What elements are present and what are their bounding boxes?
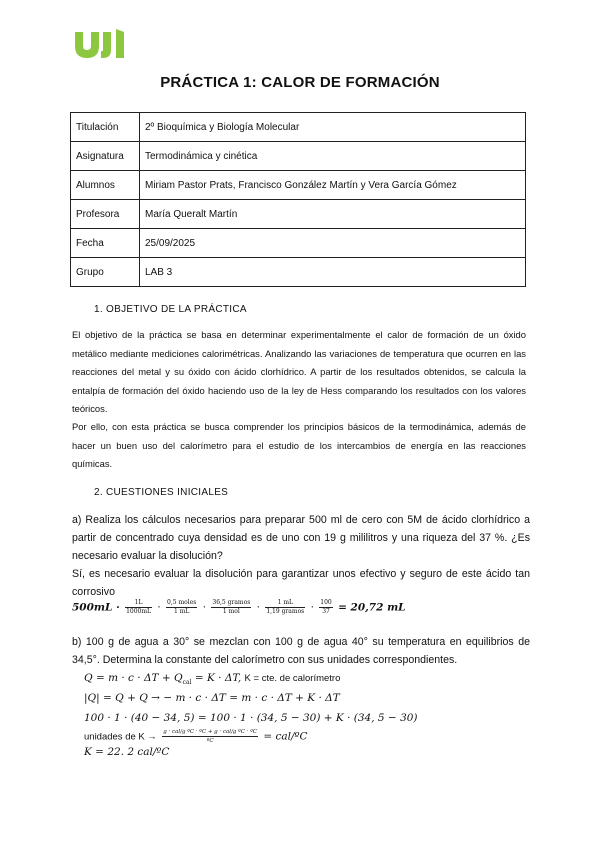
table-value: 2º Bioquímica y Biología Molecular: [140, 113, 526, 142]
table-value: Termodinámica y cinética: [140, 142, 526, 171]
table-key: Alumnos: [71, 171, 140, 200]
table-key: Profesora: [71, 200, 140, 229]
table-row: [71, 200, 526, 229]
table-row: [71, 142, 526, 171]
page-title: PRÁCTICA 1: CALOR DE FORMACIÓN: [160, 74, 440, 91]
fraction: $\frac{\text{g · cal/g ºC · ºC + g · cal/g ºC · ºC}}{\text{ºC}}$: [163, 729, 258, 744]
calc-start: 500mL ·: [72, 601, 120, 614]
table-key: Fecha: [71, 229, 140, 258]
calc-a: 500mL · $\frac{1L}{1000mL}$ · $\frac{\text{0,5 moles}}{1 mL}$ · $\frac{\text{36,5 gramos}}{\text{1 mol}}$ · $\frac{1 mL}{\text{1,19 gramos}}$ · $\frac{100}{37}$ = 20,72 mL: [72, 599, 406, 615]
table-row: [71, 113, 526, 142]
table-row: [71, 171, 526, 200]
equation-line-4: unidades de K → $\frac{\text{g · cal/g ºC · ºC + g · cal/g ºC · ºC}}{\text{ºC}}$ = cal/ºC: [84, 729, 308, 744]
question-a: a) Realiza los cálculos necesarios para preparar 500 ml de cero con 5M de ácido clorhídrico a partir de concentrado cuya densidad es de uno con 19 g mililitros y una riqueza del 37 %. ¿Es necesario evaluar la disolución?: [72, 514, 530, 562]
table-value: 25/09/2025: [140, 229, 526, 258]
fraction: $\frac{\text{0,5 moles}}{1 mL}$: [167, 599, 197, 615]
fraction: $\frac{100}{37}$: [320, 599, 332, 615]
table-row: [71, 229, 526, 258]
calc-result: = 20,72 mL: [338, 601, 406, 614]
equation-line-5: K = 22. 2 cal/ºC: [84, 746, 170, 758]
equation-line-3: 100 · 1 · (40 − 34, 5) = 100 · 1 · (34, 5 − 30) + K · (34, 5 − 30): [84, 712, 418, 724]
question-b: b) 100 g de agua a 30° se mezclan con 100 g de agua 40° su temperatura en equilibrios de 34,5°. Determina la constante del calorímetro con sus unidades correspondientes.: [72, 636, 530, 666]
table-value: LAB 3: [140, 258, 526, 287]
table-row: [71, 258, 526, 287]
section-heading-objetivo: 1. OBJETIVO DE LA PRÁCTICA: [94, 304, 247, 315]
table-key: Grupo: [71, 258, 140, 287]
equation-line-2: |Q| = Q + Q → − m · c · ΔT = m · c · ΔT + K · ΔT: [84, 692, 340, 704]
info-table: [70, 112, 526, 287]
answer-a: Sí, es necesario evaluar la disolución para garantizar unos efectivo y seguro de este ácido tan corrosivo: [72, 568, 530, 598]
uji-logo: [74, 28, 132, 60]
section-heading-cuestiones: 2. CUESTIONES INICIALES: [94, 487, 229, 498]
paragraph-por-ello: Por ello, con esta práctica se busca comprender los principios básicos de la termodinámica, además de hacer un buen uso del calorímetro para el estudio de los intercambios de energía en las reacciones químicas.: [72, 421, 526, 470]
paragraph-objetivo: El objetivo de la práctica se basa en determinar experimentalmente el calor de formación de un óxido metálico mediante mediciones calorimétricas. Analizando las variaciones de temperatura que ocurren en las reacciones del metal y su óxido con ácido clorhídrico. A partir de los resultados obtenidos, se calcula la entalpía de formación del óxido haciendo uso de la ley de Hess comparando los resultados con los valores teóricos.: [72, 329, 526, 415]
table-key: Asignatura: [71, 142, 140, 171]
fraction: $\frac{\text{36,5 gramos}}{\text{1 mol}}$: [212, 599, 251, 615]
equation-line-1: $Q = m \cdot c \cdot \Delta T + Q_{cal} = K \cdot \Delta T$, K = cte. de calorímetro: [84, 672, 341, 687]
table-key: Titulación: [71, 113, 140, 142]
fraction: $\frac{1L}{1000mL}$: [126, 599, 152, 615]
fraction: $\frac{1 mL}{\text{1,19 gramos}}$: [266, 599, 305, 615]
table-value: Miriam Pastor Prats, Francisco González Martín y Vera García Gómez: [140, 171, 526, 200]
table-value: María Queralt Martín: [140, 200, 526, 229]
